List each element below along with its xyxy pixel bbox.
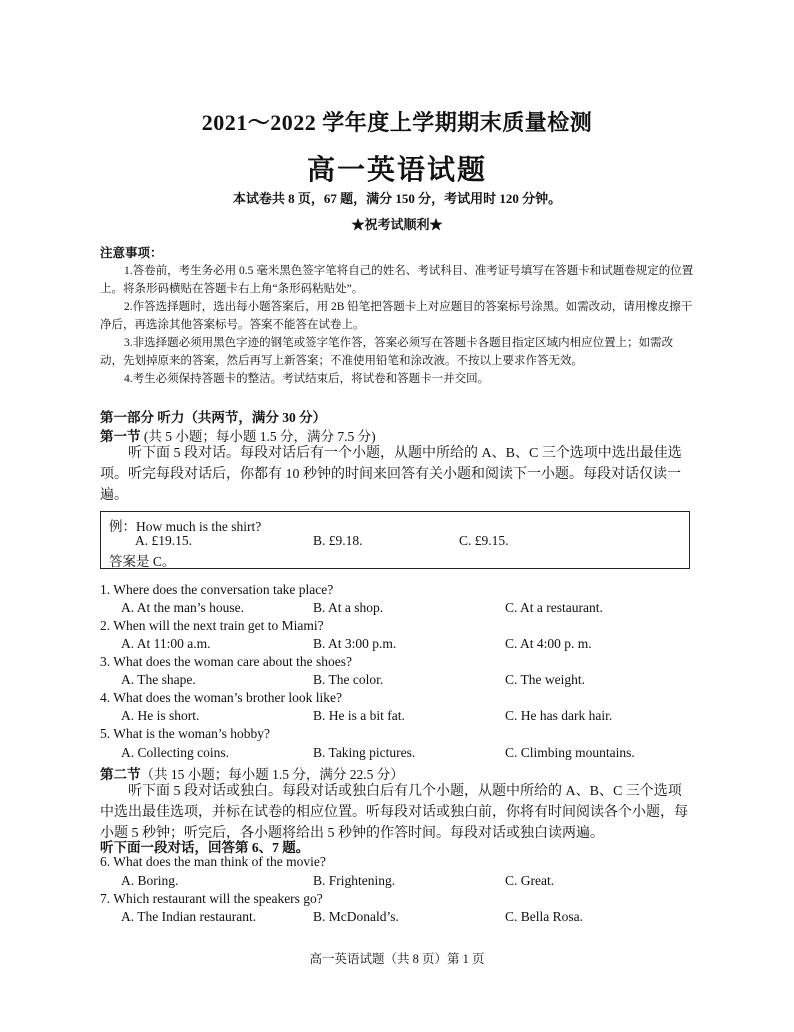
exam-info: 本试卷共 8 页，67 题，满分 150 分，考试用时 120 分钟。: [232, 191, 562, 206]
notice-item: 4.考生必须保持答题卡的整洁。考试结束后，将试卷和答题卡一并交回。: [124, 373, 490, 385]
section1-heading: 第一节: [100, 429, 141, 444]
option-c: C. At a restaurant.: [505, 600, 603, 615]
section2-line: [100, 763, 404, 783]
option-a: A. At 11:00 a.m.: [121, 636, 211, 651]
example-option-b: B. £9.18.: [313, 533, 363, 548]
question: 1. Where does the conversation take place?: [100, 582, 334, 597]
notice-item: 2.作答选择题时，选出每小题答案后，用 2B 铅笔把答题卡上对应题目的答案标号涂黑。如需改动，请用橡皮擦干净后，再选涂其他答案标号。答案不能答在试卷上。: [100, 301, 693, 331]
notice-item: 3.非选择题必须用黑色字迹的钢笔或签字笔作答，答案必须写在答题卡各题目指定区域内相应位置上；如需改动，先划掉原来的答案，然后再写上新答案；不准使用铅笔和涂改液。不按以上要求作答无效。: [100, 337, 674, 367]
notice-item: 1.答卷前，考生务必用 0.5 毫米黑色签字笔将自己的姓名、考试科目、准考证号填写在答题卡和试题卷规定的位置上。将条形码横贴在答题卡右上角“条形码粘贴处”。: [100, 265, 694, 295]
section1-instructions: 听下面 5 段对话。每段对话后有一个小题，从题中所给的 A、B、C 三个选项中选出最佳选项。听完每段对话后，你都有 10 秒钟的时间来回答有关小题和阅读下一小题。每段对话仅读一遍。: [100, 446, 682, 503]
example-answer: 答案是 C。: [109, 554, 176, 569]
question: 5. What is the woman’s hobby?: [100, 726, 270, 741]
option-c: C. Climbing mountains.: [505, 745, 635, 760]
exam-wish: ★祝考试顺利★: [351, 217, 443, 232]
option-b: B. He is a bit fat.: [313, 708, 405, 723]
example-box: [100, 511, 690, 569]
question: 4. What does the woman’s brother look like?: [100, 690, 342, 705]
section1-line: [100, 425, 376, 445]
question: 6. What does the man think of the movie?: [100, 854, 326, 869]
section1-desc: (共 5 小题；每小题 1.5 分，满分 7.5 分): [140, 429, 376, 444]
option-c: C. The weight.: [505, 672, 585, 687]
dialogue-subheading: 听下面一段对话，回答第 6、7 题。: [100, 840, 310, 855]
example-question: 例：How much is the shirt?: [109, 519, 262, 534]
option-b: B. Frightening.: [313, 873, 396, 888]
part1-heading: 第一部分 听力（共两节，满分 30 分）: [100, 410, 327, 425]
option-b: B. At 3:00 p.m.: [313, 636, 397, 651]
question: 2. When will the next train get to Miami?: [100, 618, 324, 633]
option-c: C. At 4:00 p. m.: [505, 636, 592, 651]
section2-instructions: 听下面 5 段对话或独白。每段对话或独白后有几个小题，从题中所给的 A、B、C 三个选项中选出最佳选项，并标在试卷的相应位置。听每段对话或独白前，你将有时间阅读各个小题，每小题 5 秒钟；听完后，各小题将给出 5 秒钟的作答时间。每段对话或独白读两遍。: [100, 784, 688, 841]
exam-subtitle: 高一英语试题: [306, 155, 487, 186]
option-a: A. The shape.: [121, 672, 196, 687]
section2-heading: 第二节: [100, 767, 141, 782]
notice-heading: 注意事项：: [100, 246, 163, 260]
option-a: A. Collecting coins.: [121, 745, 229, 760]
section2-desc: （共 15 小题；每小题 1.5 分，满分 22.5 分）: [140, 767, 404, 782]
question: 3. What does the woman care about the shoes?: [100, 654, 353, 669]
option-b: B. The color.: [313, 672, 384, 687]
example-option-a: A. £19.15.: [135, 533, 192, 548]
option-b: B. At a shop.: [313, 600, 384, 615]
example-option-c: C. £9.15.: [459, 533, 509, 548]
option-b: B. McDonald’s.: [313, 909, 399, 924]
exam-title: 2021～2022 学年度上学期期末质量检测: [201, 110, 593, 135]
option-a: A. The Indian restaurant.: [121, 909, 257, 924]
option-b: B. Taking pictures.: [313, 745, 416, 760]
option-c: C. Bella Rosa.: [505, 909, 583, 924]
option-c: C. Great.: [505, 873, 555, 888]
option-a: A. At the man’s house.: [121, 600, 244, 615]
option-c: C. He has dark hair.: [505, 708, 613, 723]
question: 7. Which restaurant will the speakers go?: [100, 891, 323, 906]
notice-list: [100, 262, 694, 388]
page-footer: 高一英语试题（共 8 页）第 1 页: [309, 952, 485, 966]
option-a: A. He is short.: [121, 708, 200, 723]
option-a: A. Boring.: [121, 873, 179, 888]
